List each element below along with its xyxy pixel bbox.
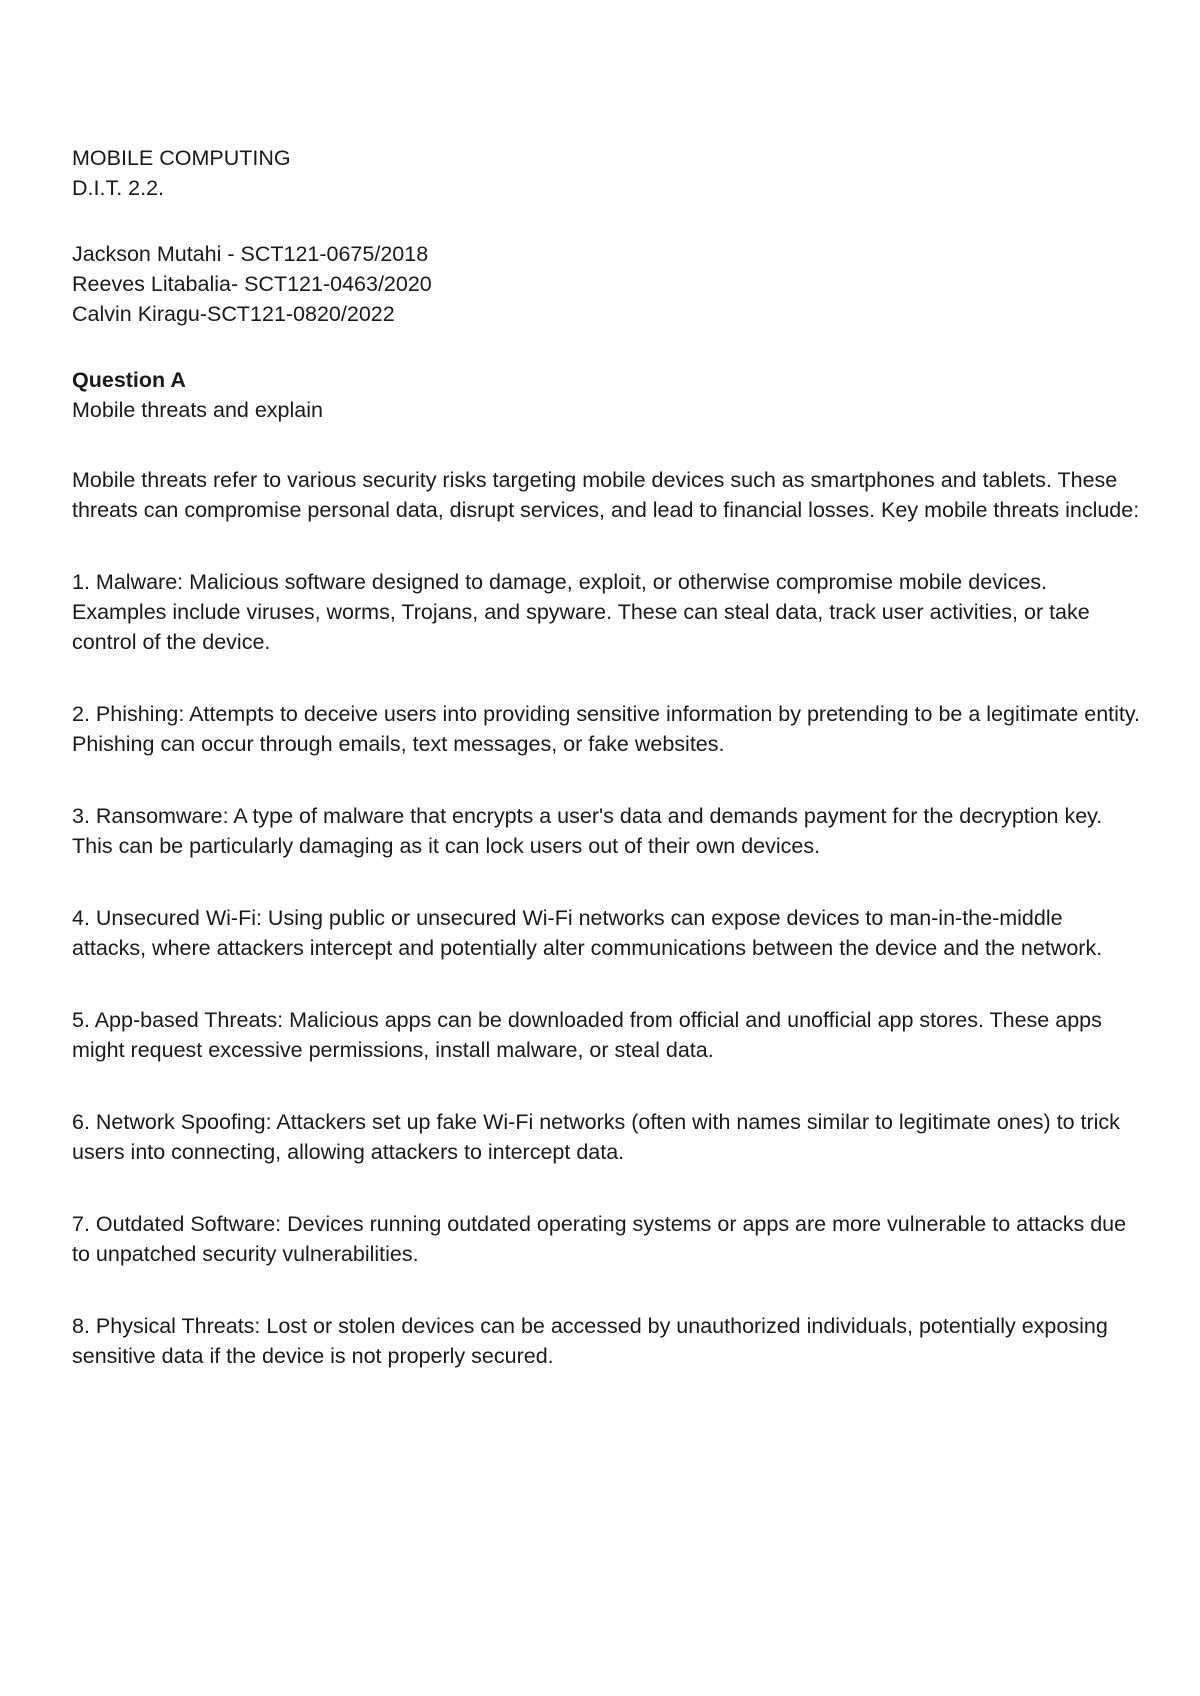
question-block bbox=[72, 365, 1142, 425]
threat-list bbox=[72, 567, 1142, 1371]
question-prompt: Mobile threats and explain bbox=[72, 398, 323, 422]
author-line: Calvin Kiragu-SCT121-0820/2022 bbox=[72, 302, 395, 326]
question-heading: Question A bbox=[72, 368, 186, 392]
threat-item: 5. App-based Threats: Malicious apps can be downloaded from official and unofficial app stores. These apps might request excessive permissions, install malware, or steal data. bbox=[72, 1008, 1102, 1062]
threat-item: 2. Phishing: Attempts to deceive users into providing sensitive information by pretending to be a legitimate entity. Phishing can occur through emails, text messages, or fake websites. bbox=[72, 702, 1141, 756]
threat-item: 3. Ransomware: A type of malware that encrypts a user's data and demands payment for the decryption key. This can be particularly damaging as it can lock users out of their own devices. bbox=[72, 804, 1103, 858]
author-list bbox=[72, 239, 1142, 329]
class-code: D.I.T. 2.2. bbox=[72, 176, 165, 200]
threat-item: 6. Network Spoofing: Attackers set up fake Wi-Fi networks (often with names similar to legitimate ones) to trick users into connecting, allowing attackers to intercept data. bbox=[72, 1110, 1120, 1164]
threat-item: 1. Malware: Malicious software designed to damage, exploit, or otherwise compromise mobile devices. Examples include viruses, worms, Trojans, and spyware. These can steal data, track user activities, or take control of the device. bbox=[72, 570, 1090, 654]
threat-item: 4. Unsecured Wi-Fi: Using public or unsecured Wi-Fi networks can expose devices to man-in-the-middle attacks, where attackers intercept and potentially alter communications between the device and the network. bbox=[72, 906, 1103, 960]
threat-item: 8. Physical Threats: Lost or stolen devices can be accessed by unauthorized individuals, potentially exposing sensitive data if the device is not properly secured. bbox=[72, 1314, 1108, 1368]
document-page bbox=[72, 143, 1142, 1371]
threat-item: 7. Outdated Software: Devices running outdated operating systems or apps are more vulnerable to attacks due to unpatched security vulnerabilities. bbox=[72, 1212, 1127, 1266]
author-line: Reeves Litabalia- SCT121-0463/2020 bbox=[72, 272, 432, 296]
author-line: Jackson Mutahi - SCT121-0675/2018 bbox=[72, 242, 429, 266]
intro-paragraph: Mobile threats refer to various security risks targeting mobile devices such as smartphones and tablets. These threats can compromise personal data, disrupt services, and lead to financial losses. Key mobile threats include: bbox=[72, 468, 1140, 522]
course-title: MOBILE COMPUTING bbox=[72, 146, 291, 170]
